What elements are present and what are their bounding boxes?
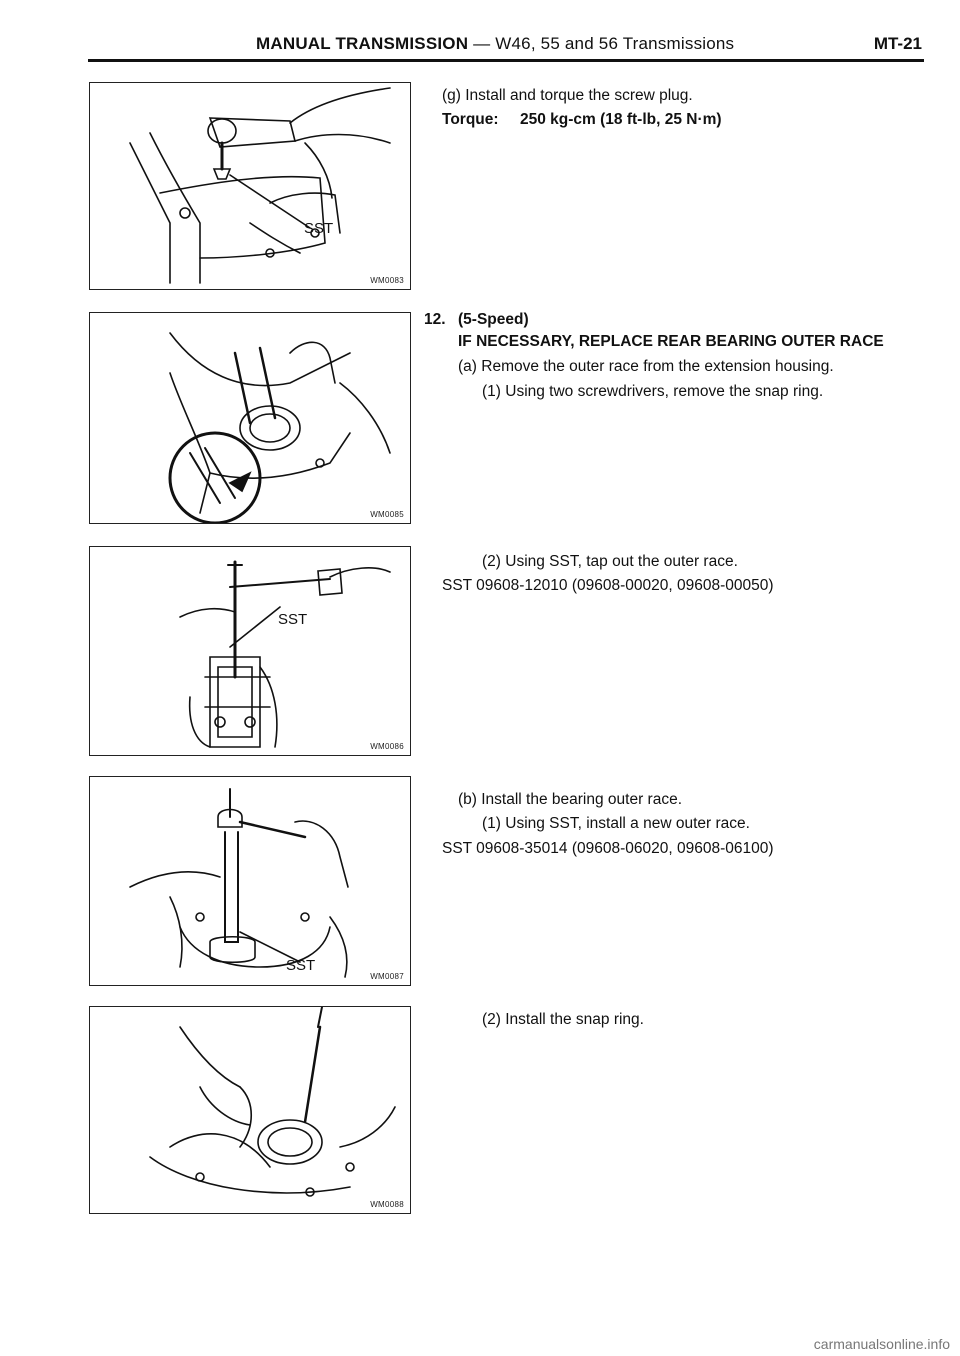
step-b2: (2) Install the snap ring. xyxy=(482,1011,644,1028)
step-b: (b) Install the bearing outer race. xyxy=(458,791,683,808)
header-rule xyxy=(88,59,924,62)
header-main: MANUAL TRANSMISSION xyxy=(256,34,469,53)
torque-label: Torque: xyxy=(442,111,499,128)
header-sub: — W46, 55 and 56 Transmissions xyxy=(468,34,735,53)
illustration-snap-ring xyxy=(90,1007,410,1213)
figure-code: WM0087 xyxy=(370,972,404,981)
torque-value: 250 kg-cm (18 ft-lb, 25 N·m) xyxy=(520,111,722,128)
figure-screw-plug xyxy=(89,82,411,290)
figure-tap-out-race xyxy=(89,546,411,756)
step-a2-sst: SST 09608-12010 (09608-00020, 09608-00050) xyxy=(442,577,774,594)
step-b1: (1) Using SST, install a new outer race. xyxy=(482,815,750,832)
figure-install-snap-ring xyxy=(89,1006,411,1214)
step-12-number: 12. xyxy=(424,311,446,328)
step-b1-sst: SST 09608-35014 (09608-06020, 09608-06100) xyxy=(442,840,774,857)
figure-code: WM0086 xyxy=(370,742,404,751)
page-number: MT-21 xyxy=(873,34,922,53)
step-g: (g) Install and torque the screw plug. xyxy=(442,87,693,104)
sst-label: SST xyxy=(278,611,308,628)
illustration-screwdrivers xyxy=(90,313,410,523)
step-a2: (2) Using SST, tap out the outer race. xyxy=(482,553,738,570)
figure-code: WM0083 xyxy=(370,276,404,285)
step-12-heading: IF NECESSARY, REPLACE REAR BEARING OUTER RACE xyxy=(458,333,884,350)
illustration-hammer-sst xyxy=(90,547,410,755)
sst-label: SST xyxy=(286,957,316,974)
page-header-title xyxy=(256,34,734,54)
sst-label: SST xyxy=(304,220,334,237)
illustration-install-sst xyxy=(90,777,410,985)
watermark: carmanualsonline.info xyxy=(813,1336,950,1352)
step-12-title: (5-Speed) xyxy=(458,311,529,328)
illustration-ratchet xyxy=(90,83,410,289)
step-a: (a) Remove the outer race from the extension housing. xyxy=(458,358,834,375)
figure-install-race xyxy=(89,776,411,986)
figure-snap-ring-removal xyxy=(89,312,411,524)
figure-code: WM0085 xyxy=(370,510,404,519)
step-a1: (1) Using two screwdrivers, remove the snap ring. xyxy=(482,383,824,400)
figure-code: WM0088 xyxy=(370,1200,404,1209)
